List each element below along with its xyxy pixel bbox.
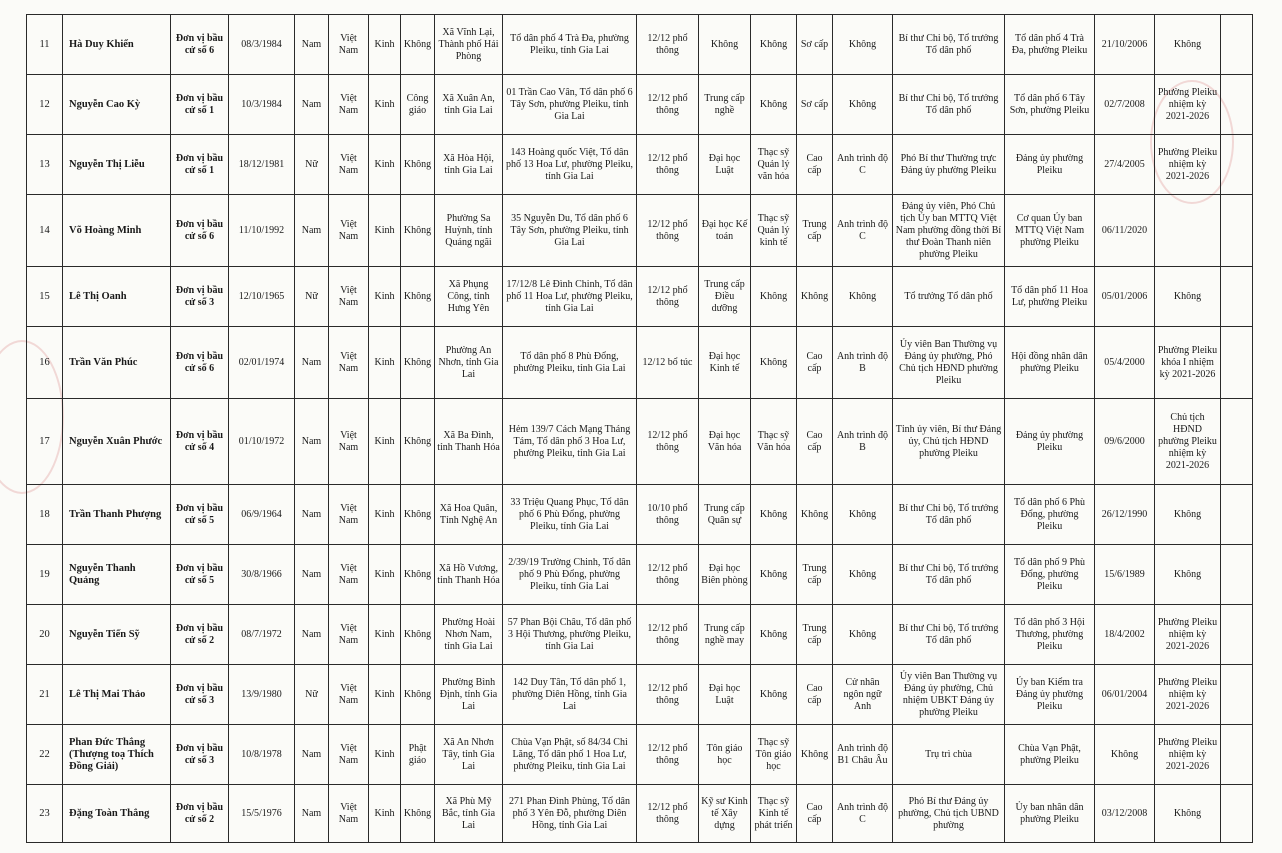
cell-name: Võ Hoàng Minh bbox=[63, 195, 171, 267]
cell-extra bbox=[1221, 665, 1253, 725]
cell-nationality: Việt Nam bbox=[329, 15, 369, 75]
cell-workplace: Ủy ban Kiểm tra Đảng ủy phường Pleiku bbox=[1005, 665, 1095, 725]
cell-party-date: 06/11/2020 bbox=[1095, 195, 1155, 267]
cell-education: 12/12 phổ thông bbox=[637, 135, 699, 195]
cell-education: 12/12 phổ thông bbox=[637, 545, 699, 605]
cell-religion: Không bbox=[401, 267, 435, 327]
cell-gender: Nam bbox=[295, 327, 329, 399]
cell-language: Không bbox=[833, 75, 893, 135]
cell-residence: 33 Triệu Quang Phục, Tổ dân phố 6 Phù Đổng, phường Pleiku, tỉnh Gia Lai bbox=[503, 485, 637, 545]
cell-language: Anh trình độ B bbox=[833, 399, 893, 485]
cell-gender: Nữ bbox=[295, 267, 329, 327]
cell-hometown: Phường Bình Định, tỉnh Gia Lai bbox=[435, 665, 503, 725]
cell-nationality: Việt Nam bbox=[329, 327, 369, 399]
cell-education: 12/12 phổ thông bbox=[637, 15, 699, 75]
cell-position: Bí thư Chi bộ, Tổ trưởng Tổ dân phố bbox=[893, 75, 1005, 135]
cell-position: Bí thư Chi bộ, Tổ trưởng Tổ dân phố bbox=[893, 485, 1005, 545]
cell-stt: 15 bbox=[27, 267, 63, 327]
cell-hometown: Xã Ba Đình, tỉnh Thanh Hóa bbox=[435, 399, 503, 485]
cell-nationality: Việt Nam bbox=[329, 545, 369, 605]
cell-party-date: 06/01/2004 bbox=[1095, 665, 1155, 725]
table-row bbox=[27, 399, 1253, 485]
cell-workplace: Đảng ủy phường Pleiku bbox=[1005, 399, 1095, 485]
cell-hometown: Xã Hồ Vương, tỉnh Thanh Hóa bbox=[435, 545, 503, 605]
cell-residence: Tổ dân phố 4 Trà Đa, phường Pleiku, tỉnh Gia Lai bbox=[503, 15, 637, 75]
cell-workplace: Tổ dân phố 4 Trà Đa, phường Pleiku bbox=[1005, 15, 1095, 75]
cell-education: 12/12 phổ thông bbox=[637, 399, 699, 485]
cell-party-date: 26/12/1990 bbox=[1095, 485, 1155, 545]
cell-nationality: Việt Nam bbox=[329, 785, 369, 843]
cell-hometown: Xã An Nhơn Tây, tỉnh Gia Lai bbox=[435, 725, 503, 785]
cell-residence: 35 Nguyễn Du, Tổ dân phố 6 Tây Sơn, phường Pleiku, tỉnh Gia Lai bbox=[503, 195, 637, 267]
cell-council: Không bbox=[1155, 15, 1221, 75]
cell-language: Không bbox=[833, 267, 893, 327]
cell-dob: 10/3/1984 bbox=[229, 75, 295, 135]
cell-name: Đặng Toàn Thắng bbox=[63, 785, 171, 843]
cell-name: Nguyễn Thị Liễu bbox=[63, 135, 171, 195]
cell-religion: Không bbox=[401, 665, 435, 725]
cell-profession: Trung cấp Quân sự bbox=[699, 485, 751, 545]
cell-dob: 12/10/1965 bbox=[229, 267, 295, 327]
cell-degree: Không bbox=[751, 605, 797, 665]
cell-residence: Hẻm 139/7 Cách Mạng Tháng Tám, Tổ dân phố 3 Hoa Lư, phường Pleiku, tỉnh Gia Lai bbox=[503, 399, 637, 485]
cell-language: Cử nhân ngôn ngữ Anh bbox=[833, 665, 893, 725]
cell-education: 12/12 phổ thông bbox=[637, 605, 699, 665]
cell-residence: 2/39/19 Trường Chinh, Tổ dân phố 9 Phù Đổng, phường Pleiku, tỉnh Gia Lai bbox=[503, 545, 637, 605]
cell-name: Nguyễn Thanh Quảng bbox=[63, 545, 171, 605]
cell-politics: Cao cấp bbox=[797, 665, 833, 725]
cell-workplace: Chùa Vạn Phật, phường Pleiku bbox=[1005, 725, 1095, 785]
cell-degree: Thạc sỹ Kinh tế phát triển bbox=[751, 785, 797, 843]
cell-residence: 143 Hoàng quốc Việt, Tổ dân phố 13 Hoa Lư, phường Pleiku, tỉnh Gia Lai bbox=[503, 135, 637, 195]
cell-language: Không bbox=[833, 605, 893, 665]
cell-extra bbox=[1221, 545, 1253, 605]
cell-position: Bí thư Chi bộ, Tổ trưởng Tổ dân phố bbox=[893, 15, 1005, 75]
cell-gender: Nữ bbox=[295, 135, 329, 195]
cell-stt: 12 bbox=[27, 75, 63, 135]
cell-council: Chủ tịch HĐND phường Pleiku nhiệm kỳ 2021-2026 bbox=[1155, 399, 1221, 485]
cell-name: Lê Thị Oanh bbox=[63, 267, 171, 327]
cell-degree: Không bbox=[751, 75, 797, 135]
cell-gender: Nam bbox=[295, 399, 329, 485]
cell-election-unit: Đơn vị bầu cử số 2 bbox=[171, 785, 229, 843]
cell-council: Không bbox=[1155, 485, 1221, 545]
cell-politics: Cao cấp bbox=[797, 327, 833, 399]
cell-hometown: Phường An Nhơn, tỉnh Gia Lai bbox=[435, 327, 503, 399]
cell-election-unit: Đơn vị bầu cử số 6 bbox=[171, 195, 229, 267]
cell-position: Ủy viên Ban Thường vụ Đảng ủy phường, Phó Chủ tịch HĐND phường Pleiku bbox=[893, 327, 1005, 399]
cell-education: 10/10 phổ thông bbox=[637, 485, 699, 545]
cell-election-unit: Đơn vị bầu cử số 1 bbox=[171, 135, 229, 195]
cell-religion: Không bbox=[401, 195, 435, 267]
cell-extra bbox=[1221, 135, 1253, 195]
cell-gender: Nam bbox=[295, 15, 329, 75]
cell-party-date: 02/7/2008 bbox=[1095, 75, 1155, 135]
cell-name: Nguyễn Cao Kỳ bbox=[63, 75, 171, 135]
cell-profession: Đại học Luật bbox=[699, 135, 751, 195]
cell-election-unit: Đơn vị bầu cử số 6 bbox=[171, 15, 229, 75]
cell-profession: Không bbox=[699, 15, 751, 75]
cell-degree: Thạc sỹ Quản lý kinh tế bbox=[751, 195, 797, 267]
cell-profession: Trung cấp nghề bbox=[699, 75, 751, 135]
cell-position: Trụ trì chùa bbox=[893, 725, 1005, 785]
cell-education: 12/12 phổ thông bbox=[637, 665, 699, 725]
cell-nationality: Việt Nam bbox=[329, 267, 369, 327]
table-row bbox=[27, 605, 1253, 665]
cell-election-unit: Đơn vị bầu cử số 5 bbox=[171, 545, 229, 605]
table-row bbox=[27, 665, 1253, 725]
cell-stt: 16 bbox=[27, 327, 63, 399]
cell-stt: 21 bbox=[27, 665, 63, 725]
cell-language: Anh trình độ C bbox=[833, 135, 893, 195]
cell-profession: Trung cấp nghề may bbox=[699, 605, 751, 665]
cell-religion: Công giáo bbox=[401, 75, 435, 135]
cell-ethnicity: Kinh bbox=[369, 725, 401, 785]
cell-politics: Sơ cấp bbox=[797, 75, 833, 135]
cell-religion: Không bbox=[401, 327, 435, 399]
cell-profession: Đại học Văn hóa bbox=[699, 399, 751, 485]
cell-party-date: 05/01/2006 bbox=[1095, 267, 1155, 327]
cell-gender: Nam bbox=[295, 785, 329, 843]
cell-nationality: Việt Nam bbox=[329, 485, 369, 545]
cell-ethnicity: Kinh bbox=[369, 15, 401, 75]
cell-position: Ủy viên Ban Thường vụ Đảng ủy phường, Chủ nhiệm UBKT Đảng ủy phường Pleiku bbox=[893, 665, 1005, 725]
cell-religion: Phật giáo bbox=[401, 725, 435, 785]
cell-residence: 271 Phan Đình Phùng, Tổ dân phố 3 Yên Đỗ, phường Diên Hồng, tỉnh Gia Lai bbox=[503, 785, 637, 843]
cell-workplace: Tổ dân phố 6 Phù Đổng, phường Pleiku bbox=[1005, 485, 1095, 545]
cell-gender: Nam bbox=[295, 725, 329, 785]
cell-gender: Nữ bbox=[295, 665, 329, 725]
cell-religion: Không bbox=[401, 545, 435, 605]
cell-nationality: Việt Nam bbox=[329, 665, 369, 725]
cell-party-date: 18/4/2002 bbox=[1095, 605, 1155, 665]
cell-election-unit: Đơn vị bầu cử số 3 bbox=[171, 665, 229, 725]
cell-council: Phường Pleiku nhiệm kỳ 2021-2026 bbox=[1155, 725, 1221, 785]
cell-hometown: Xã Hòa Hội, tỉnh Gia Lai bbox=[435, 135, 503, 195]
cell-council: Không bbox=[1155, 785, 1221, 843]
cell-religion: Không bbox=[401, 605, 435, 665]
cell-profession: Trung cấp Điều dưỡng bbox=[699, 267, 751, 327]
cell-dob: 11/10/1992 bbox=[229, 195, 295, 267]
cell-stt: 19 bbox=[27, 545, 63, 605]
cell-election-unit: Đơn vị bầu cử số 2 bbox=[171, 605, 229, 665]
cell-position: Bí thư Chi bộ, Tổ trưởng Tổ dân phố bbox=[893, 545, 1005, 605]
cell-profession: Đại học Kinh tế bbox=[699, 327, 751, 399]
cell-education: 12/12 phổ thông bbox=[637, 725, 699, 785]
cell-gender: Nam bbox=[295, 605, 329, 665]
cell-language: Anh trình độ B1 Châu Âu bbox=[833, 725, 893, 785]
cell-degree: Không bbox=[751, 665, 797, 725]
cell-hometown: Phường Sa Huỳnh, tỉnh Quảng ngãi bbox=[435, 195, 503, 267]
cell-politics: Trung cấp bbox=[797, 545, 833, 605]
cell-degree: Không bbox=[751, 485, 797, 545]
cell-stt: 22 bbox=[27, 725, 63, 785]
cell-stt: 20 bbox=[27, 605, 63, 665]
cell-election-unit: Đơn vị bầu cử số 6 bbox=[171, 327, 229, 399]
cell-religion: Không bbox=[401, 785, 435, 843]
table-row bbox=[27, 785, 1253, 843]
cell-party-date: 27/4/2005 bbox=[1095, 135, 1155, 195]
cell-party-date: 05/4/2000 bbox=[1095, 327, 1155, 399]
cell-extra bbox=[1221, 267, 1253, 327]
cell-religion: Không bbox=[401, 135, 435, 195]
cell-council: Phường Pleiku nhiệm kỳ 2021-2026 bbox=[1155, 135, 1221, 195]
cell-extra bbox=[1221, 485, 1253, 545]
cell-nationality: Việt Nam bbox=[329, 725, 369, 785]
cell-extra bbox=[1221, 15, 1253, 75]
cell-gender: Nam bbox=[295, 195, 329, 267]
cell-politics: Không bbox=[797, 485, 833, 545]
cell-education: 12/12 phổ thông bbox=[637, 785, 699, 843]
cell-ethnicity: Kinh bbox=[369, 785, 401, 843]
cell-dob: 10/8/1978 bbox=[229, 725, 295, 785]
cell-position: Tổ trưởng Tổ dân phố bbox=[893, 267, 1005, 327]
cell-residence: 17/12/8 Lê Đình Chinh, Tổ dân phố 11 Hoa Lư, phường Pleiku, tỉnh Gia Lai bbox=[503, 267, 637, 327]
cell-religion: Không bbox=[401, 15, 435, 75]
cell-education: 12/12 phổ thông bbox=[637, 195, 699, 267]
cell-politics: Không bbox=[797, 267, 833, 327]
cell-ethnicity: Kinh bbox=[369, 665, 401, 725]
cell-dob: 13/9/1980 bbox=[229, 665, 295, 725]
cell-dob: 01/10/1972 bbox=[229, 399, 295, 485]
cell-dob: 08/7/1972 bbox=[229, 605, 295, 665]
cell-ethnicity: Kinh bbox=[369, 135, 401, 195]
cell-party-date: 21/10/2006 bbox=[1095, 15, 1155, 75]
cell-degree: Không bbox=[751, 267, 797, 327]
cell-religion: Không bbox=[401, 399, 435, 485]
cell-council bbox=[1155, 195, 1221, 267]
cell-name: Trần Văn Phúc bbox=[63, 327, 171, 399]
cell-party-date: 09/6/2000 bbox=[1095, 399, 1155, 485]
cell-education: 12/12 bổ túc bbox=[637, 327, 699, 399]
cell-extra bbox=[1221, 399, 1253, 485]
cell-ethnicity: Kinh bbox=[369, 545, 401, 605]
cell-nationality: Việt Nam bbox=[329, 195, 369, 267]
cell-education: 12/12 phổ thông bbox=[637, 267, 699, 327]
table-row bbox=[27, 75, 1253, 135]
cell-ethnicity: Kinh bbox=[369, 399, 401, 485]
cell-hometown: Xã Phụng Công, tỉnh Hưng Yên bbox=[435, 267, 503, 327]
cell-education: 12/12 phổ thông bbox=[637, 75, 699, 135]
cell-profession: Đại học Luật bbox=[699, 665, 751, 725]
cell-workplace: Hội đồng nhân dân phường Pleiku bbox=[1005, 327, 1095, 399]
cell-gender: Nam bbox=[295, 545, 329, 605]
cell-dob: 06/9/1964 bbox=[229, 485, 295, 545]
cell-name: Phan Đức Thắng (Thượng toạ Thích Đồng Giải) bbox=[63, 725, 171, 785]
cell-dob: 08/3/1984 bbox=[229, 15, 295, 75]
cell-position: Đảng ủy viên, Phó Chủ tịch Ủy ban MTTQ Việt Nam phường đồng thời Bí thư Đoàn Thanh niên phường Pleiku bbox=[893, 195, 1005, 267]
cell-nationality: Việt Nam bbox=[329, 399, 369, 485]
cell-profession: Tôn giáo học bbox=[699, 725, 751, 785]
cell-ethnicity: Kinh bbox=[369, 195, 401, 267]
cell-politics: Trung cấp bbox=[797, 195, 833, 267]
cell-nationality: Việt Nam bbox=[329, 605, 369, 665]
cell-election-unit: Đơn vị bầu cử số 4 bbox=[171, 399, 229, 485]
cell-council: Phường Pleiku nhiệm kỳ 2021-2026 bbox=[1155, 665, 1221, 725]
cell-council: Phường Pleiku khóa I nhiệm kỳ 2021-2026 bbox=[1155, 327, 1221, 399]
cell-politics: Không bbox=[797, 725, 833, 785]
cell-council: Phường Pleiku nhiệm kỳ 2021-2026 bbox=[1155, 75, 1221, 135]
cell-workplace: Tổ dân phố 6 Tây Sơn, phường Pleiku bbox=[1005, 75, 1095, 135]
table-row bbox=[27, 725, 1253, 785]
table-row bbox=[27, 327, 1253, 399]
cell-residence: Tổ dân phố 8 Phù Đổng, phường Pleiku, tỉnh Gia Lai bbox=[503, 327, 637, 399]
cell-language: Không bbox=[833, 15, 893, 75]
cell-degree: Thạc sỹ Văn hóa bbox=[751, 399, 797, 485]
cell-hometown: Xã Phù Mỹ Bắc, tỉnh Gia Lai bbox=[435, 785, 503, 843]
table-row bbox=[27, 195, 1253, 267]
cell-extra bbox=[1221, 785, 1253, 843]
cell-election-unit: Đơn vị bầu cử số 1 bbox=[171, 75, 229, 135]
cell-election-unit: Đơn vị bầu cử số 5 bbox=[171, 485, 229, 545]
cell-politics: Cao cấp bbox=[797, 135, 833, 195]
cell-dob: 02/01/1974 bbox=[229, 327, 295, 399]
cell-council: Không bbox=[1155, 267, 1221, 327]
cell-name: Trần Thanh Phượng bbox=[63, 485, 171, 545]
cell-residence: 142 Duy Tân, Tổ dân phố 1, phường Diên Hồng, tỉnh Gia Lai bbox=[503, 665, 637, 725]
cell-position: Bí thư Chi bộ, Tổ trưởng Tổ dân phố bbox=[893, 605, 1005, 665]
cell-name: Nguyễn Tiến Sỹ bbox=[63, 605, 171, 665]
cell-extra bbox=[1221, 195, 1253, 267]
cell-stt: 17 bbox=[27, 399, 63, 485]
cell-ethnicity: Kinh bbox=[369, 327, 401, 399]
cell-stt: 18 bbox=[27, 485, 63, 545]
table-row bbox=[27, 15, 1253, 75]
table-row bbox=[27, 485, 1253, 545]
cell-council: Phường Pleiku nhiệm kỳ 2021-2026 bbox=[1155, 605, 1221, 665]
table-row bbox=[27, 545, 1253, 605]
cell-workplace: Ủy ban nhân dân phường Pleiku bbox=[1005, 785, 1095, 843]
cell-nationality: Việt Nam bbox=[329, 135, 369, 195]
cell-residence: 57 Phan Bội Châu, Tổ dân phố 3 Hội Thương, phường Pleiku, tỉnh Gia Lai bbox=[503, 605, 637, 665]
cell-workplace: Tổ dân phố 3 Hội Thương, phường Pleiku bbox=[1005, 605, 1095, 665]
cell-language: Không bbox=[833, 485, 893, 545]
cell-workplace: Tổ dân phố 11 Hoa Lư, phường Pleiku bbox=[1005, 267, 1095, 327]
cell-residence: Chùa Vạn Phật, số 84/34 Chi Lăng, Tổ dân phố 1 Hoa Lư, phường Pleiku, tỉnh Gia Lai bbox=[503, 725, 637, 785]
cell-dob: 30/8/1966 bbox=[229, 545, 295, 605]
cell-hometown: Xã Hoa Quân, Tỉnh Nghệ An bbox=[435, 485, 503, 545]
cell-language: Anh trình độ B bbox=[833, 327, 893, 399]
cell-religion: Không bbox=[401, 485, 435, 545]
cell-degree: Không bbox=[751, 327, 797, 399]
cell-council: Không bbox=[1155, 545, 1221, 605]
cell-hometown: Xã Xuân An, tỉnh Gia Lai bbox=[435, 75, 503, 135]
cell-language: Anh trình độ C bbox=[833, 785, 893, 843]
cell-party-date: 03/12/2008 bbox=[1095, 785, 1155, 843]
cell-position: Phó Bí thư Thường trực Đảng ủy phường Pleiku bbox=[893, 135, 1005, 195]
cell-gender: Nam bbox=[295, 75, 329, 135]
cell-gender: Nam bbox=[295, 485, 329, 545]
cell-party-date: Không bbox=[1095, 725, 1155, 785]
cell-profession: Kỹ sư Kinh tế Xây dựng bbox=[699, 785, 751, 843]
cell-language: Không bbox=[833, 545, 893, 605]
cell-residence: 01 Trần Cao Vân, Tổ dân phố 6 Tây Sơn, phường Pleiku, tỉnh Gia Lai bbox=[503, 75, 637, 135]
cell-extra bbox=[1221, 725, 1253, 785]
cell-dob: 15/5/1976 bbox=[229, 785, 295, 843]
table-row bbox=[27, 267, 1253, 327]
cell-stt: 14 bbox=[27, 195, 63, 267]
cell-nationality: Việt Nam bbox=[329, 75, 369, 135]
cell-workplace: Cơ quan Ủy ban MTTQ Việt Nam phường Pleiku bbox=[1005, 195, 1095, 267]
cell-election-unit: Đơn vị bầu cử số 3 bbox=[171, 725, 229, 785]
cell-degree: Không bbox=[751, 545, 797, 605]
cell-name: Lê Thị Mai Thảo bbox=[63, 665, 171, 725]
cell-degree: Thạc sỹ Tôn giáo học bbox=[751, 725, 797, 785]
cell-politics: Cao cấp bbox=[797, 399, 833, 485]
cell-politics: Trung cấp bbox=[797, 605, 833, 665]
cell-election-unit: Đơn vị bầu cử số 3 bbox=[171, 267, 229, 327]
cell-ethnicity: Kinh bbox=[369, 485, 401, 545]
cell-hometown: Xã Vĩnh Lại, Thành phố Hải Phòng bbox=[435, 15, 503, 75]
cell-degree: Thạc sỹ Quản lý văn hóa bbox=[751, 135, 797, 195]
cell-position: Tỉnh ủy viên, Bí thư Đảng ủy, Chủ tịch HĐND phường Pleiku bbox=[893, 399, 1005, 485]
cell-stt: 23 bbox=[27, 785, 63, 843]
cell-degree: Không bbox=[751, 15, 797, 75]
cell-language: Anh trình độ C bbox=[833, 195, 893, 267]
cell-workplace: Đảng ủy phường Pleiku bbox=[1005, 135, 1095, 195]
cell-stt: 13 bbox=[27, 135, 63, 195]
cell-stt: 11 bbox=[27, 15, 63, 75]
cell-profession: Đại học Biên phòng bbox=[699, 545, 751, 605]
cell-workplace: Tổ dân phố 9 Phù Đổng, phường Pleiku bbox=[1005, 545, 1095, 605]
cell-extra bbox=[1221, 75, 1253, 135]
cell-dob: 18/12/1981 bbox=[229, 135, 295, 195]
cell-name: Nguyễn Xuân Phước bbox=[63, 399, 171, 485]
cell-party-date: 15/6/1989 bbox=[1095, 545, 1155, 605]
cell-extra bbox=[1221, 327, 1253, 399]
candidate-table bbox=[26, 14, 1253, 843]
cell-hometown: Phường Hoài Nhơn Nam, tỉnh Gia Lai bbox=[435, 605, 503, 665]
cell-name: Hà Duy Khiển bbox=[63, 15, 171, 75]
cell-ethnicity: Kinh bbox=[369, 267, 401, 327]
cell-politics: Cao cấp bbox=[797, 785, 833, 843]
cell-extra bbox=[1221, 605, 1253, 665]
cell-profession: Đại học Kế toán bbox=[699, 195, 751, 267]
cell-ethnicity: Kinh bbox=[369, 605, 401, 665]
cell-position: Phó Bí thư Đảng ủy phường, Chủ tịch UBND phường bbox=[893, 785, 1005, 843]
cell-politics: Sơ cấp bbox=[797, 15, 833, 75]
table-row bbox=[27, 135, 1253, 195]
cell-ethnicity: Kinh bbox=[369, 75, 401, 135]
